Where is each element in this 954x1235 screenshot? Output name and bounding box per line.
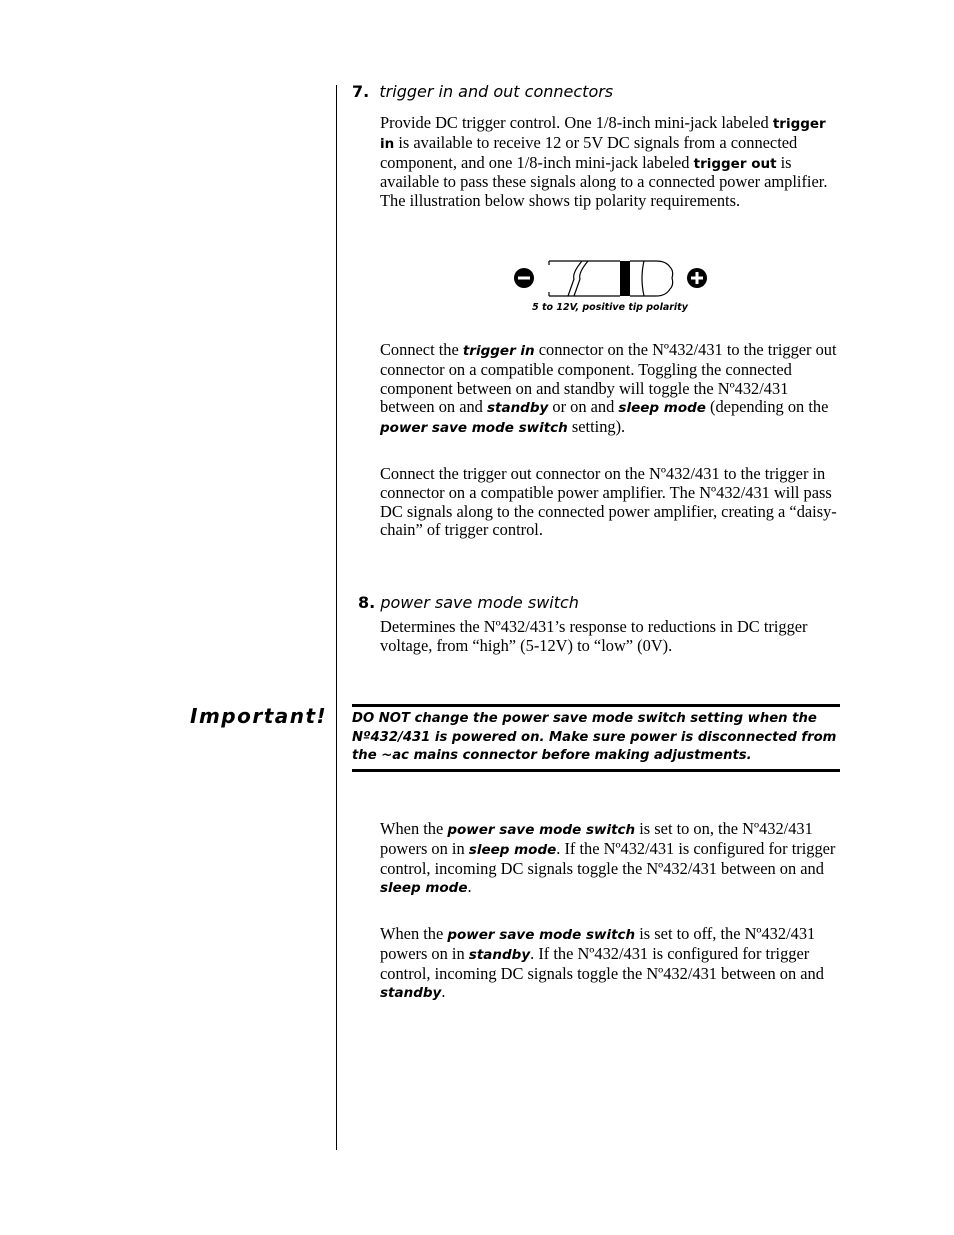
text-run: (depending on the	[705, 397, 829, 417]
text-run: is available to receive 12 or 5V DC signals from a connected component, and one 1/8-inch mini-jack labeled	[380, 132, 798, 172]
trigger-in-label: trigger in	[462, 343, 535, 359]
section-8-paragraph-1: Determines the Nº432/431’s response to reductions in DC trigger voltage, from “high” (5-12V) to “low” (0V).	[380, 617, 808, 655]
power-save-off-paragraph	[380, 925, 842, 1003]
plus-icon	[687, 268, 707, 288]
section-7-paragraph-3: Connect the trigger out connector on the Nº432/431 to the trigger in connector on a compatible power amplifier. The Nº432/431 will pass DC signals along to the connected power amplifier, creating a “daisy-chain” of trigger control.	[380, 464, 837, 540]
text-run: .	[467, 877, 472, 897]
text-run: Provide DC trigger control. One 1/8-inch mini-jack labeled	[380, 113, 773, 132]
text-run: is set to on, the Nº432/431 powers on in	[380, 819, 813, 858]
text-run: When the	[380, 924, 448, 943]
section-7-number: 7.	[352, 82, 370, 101]
jack-plug-icon	[549, 261, 673, 296]
text-run: . If the Nº432/431 is configured for trigger control, incoming DC signals toggle the Nº432/431 between on and	[380, 838, 836, 878]
text-run: . If the Nº432/431 is configured for trigger control, incoming DC signals toggle the Nº432/431 between on and	[380, 943, 824, 983]
important-label: Important!	[190, 704, 328, 728]
text-run: connector on the Nº432/431 to the trigger out connector on a compatible component. Toggling the connected component between on and standby will toggle the Nº432/431 between on and	[380, 340, 837, 417]
power-save-mode-switch-label: power save mode switch	[447, 822, 636, 838]
section-7-paragraph-1	[380, 114, 842, 211]
figure-caption: 5 to 12V, positive tip polarity	[532, 302, 688, 313]
important-warning-text: DO NOT change the power save mode switch setting when the Nº432/431 is powered on. Make sure power is disconnected from the ~ac mains connector before making adjustments.	[352, 711, 837, 763]
margin-rule	[336, 85, 337, 1150]
power-save-mode-switch-label: power save mode switch	[447, 927, 636, 943]
standby-label: standby	[486, 400, 549, 417]
text-run: Connect the	[380, 340, 463, 359]
sleep-mode-label: sleep mode	[618, 400, 706, 417]
trigger-in-label: trigger in	[380, 116, 826, 152]
section-7-title: trigger in and out connectors	[379, 82, 614, 101]
text-run: is available to pass these signals along to a connected power amplifier. The illustration below shows tip polarity requirements.	[380, 152, 828, 211]
section-7-paragraph-2	[380, 341, 842, 438]
standby-label: standby	[380, 985, 442, 1002]
text-run: is set to off, the Nº432/431 powers on in	[380, 924, 816, 963]
sleep-mode-label: sleep mode	[380, 880, 468, 897]
text-run: setting).	[567, 417, 626, 437]
sleep-mode-label: sleep mode	[468, 841, 557, 858]
power-save-on-paragraph	[380, 820, 842, 898]
section-8-number: 8.	[358, 593, 376, 612]
power-save-mode-switch-label: power save mode switch	[380, 420, 568, 437]
standby-label: standby	[468, 946, 531, 963]
section-8-title: power save mode switch	[380, 593, 579, 612]
section-8-heading	[358, 593, 579, 612]
text-run: or on and	[548, 397, 619, 417]
minus-icon	[514, 268, 534, 288]
text-run: .	[441, 982, 446, 1002]
section-7-heading	[352, 82, 613, 101]
trigger-out-label: trigger out	[693, 155, 777, 172]
text-run: When the	[380, 819, 448, 838]
